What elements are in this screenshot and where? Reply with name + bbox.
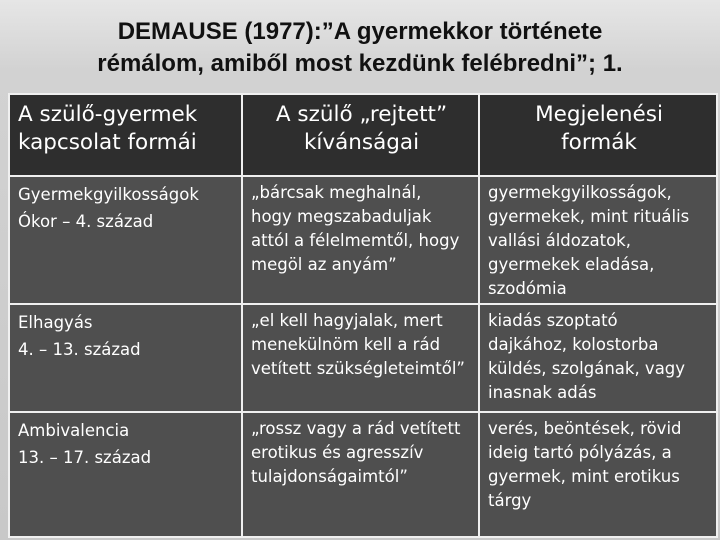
- header-hidden-wishes: [242, 94, 479, 176]
- wish-line: „rossz vagy a rád vetített: [251, 419, 461, 438]
- wish-cell: [242, 176, 479, 304]
- appearance-line: tárgy: [488, 491, 532, 510]
- wish-line: hogy megszabaduljak: [251, 207, 432, 226]
- slide-title: [0, 16, 720, 80]
- wish-cell: [242, 304, 479, 412]
- wish-line: vetített szükségleteimtől”: [251, 359, 465, 378]
- header-line: A szülő „rejtett”: [275, 102, 448, 127]
- slide-title-line-2: rémálom, amiből most kezdünk felébredni”; 1.: [97, 50, 623, 77]
- form-cell: [9, 176, 242, 304]
- form-name: Elhagyás: [18, 313, 93, 332]
- appearance-line: kiadás szoptató: [488, 311, 618, 330]
- appearance-line: gyermekgyilkosságok,: [488, 183, 672, 202]
- appearance-line: verés, beöntések, rövid: [488, 419, 682, 438]
- wish-line: „el kell hagyjalak, mert: [251, 311, 443, 330]
- appearance-cell: [479, 412, 717, 537]
- header-line: kapcsolat formái: [18, 130, 197, 155]
- wish-line: tulajdonságaimtól”: [251, 467, 408, 486]
- wish-line: erotikus és agresszív: [251, 443, 424, 462]
- appearance-line: gyermek, mint erotikus: [488, 467, 680, 486]
- table-row: [9, 304, 717, 412]
- header-line: kívánságai: [303, 130, 420, 155]
- table-row: [9, 176, 717, 304]
- wish-cell: [242, 412, 479, 537]
- header-appearance-forms: [479, 94, 717, 176]
- relationship-forms-table: [8, 93, 718, 538]
- appearance-line: ideig tartó pólyázás, a: [488, 443, 672, 462]
- appearance-cell: [479, 176, 717, 304]
- header-line: Megjelenési: [535, 102, 663, 127]
- appearance-line: inasnak adás: [488, 383, 597, 402]
- header-relationship-forms: [9, 94, 242, 176]
- form-era: Ókor – 4. század: [18, 212, 154, 231]
- form-name: Gyermekgyilkosságok: [18, 185, 199, 204]
- appearance-line: küldés, szolgának, vagy: [488, 359, 686, 378]
- table-header-row: [9, 94, 717, 176]
- appearance-line: gyermekek, mint rituális: [488, 207, 690, 226]
- appearance-line: dajkához, kolostorba: [488, 335, 659, 354]
- wish-line: megöl az anyám”: [251, 255, 397, 274]
- wish-line: menekülnöm kell a rád: [251, 335, 441, 354]
- appearance-cell: [479, 304, 717, 412]
- form-cell: [9, 304, 242, 412]
- wish-line: „bárcsak meghalnál,: [251, 183, 422, 202]
- form-cell: [9, 412, 242, 537]
- form-name: Ambivalencia: [18, 421, 130, 440]
- appearance-line: vallási áldozatok,: [488, 231, 631, 250]
- wish-line: attól a félelmemtől, hogy: [251, 231, 460, 250]
- header-line: A szülő-gyermek: [18, 102, 198, 127]
- slide-title-line-1: DEMAUSE (1977):”A gyermekkor története: [117, 18, 603, 45]
- form-era: 4. – 13. század: [18, 340, 141, 359]
- appearance-line: gyermekek eladása,: [488, 255, 655, 274]
- appearance-line: szodómia: [488, 279, 567, 298]
- table-row: [9, 412, 717, 537]
- header-line: formák: [561, 130, 637, 155]
- form-era: 13. – 17. század: [18, 448, 152, 467]
